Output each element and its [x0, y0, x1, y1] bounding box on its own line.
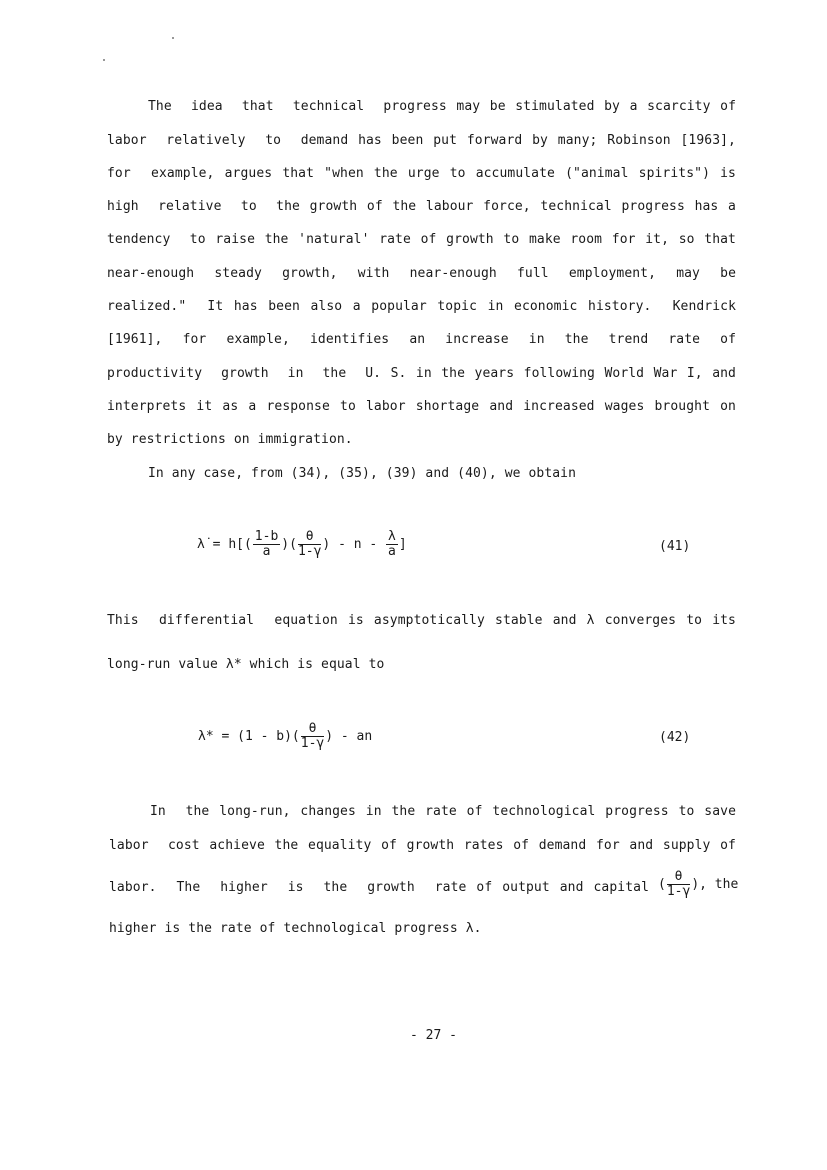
text-line: This differential equation is asymptotically stable and λ converges to its: [107, 613, 736, 628]
text-line: by restrictions on immigration.: [107, 432, 353, 447]
numerator: λ: [388, 529, 396, 544]
text-line: near-enough steady growth, with near-enough full employment, may be: [107, 266, 736, 281]
text-line: labor. The higher is the growth rate of output and capital: [109, 880, 649, 895]
fraction: [386, 530, 398, 559]
denominator: 1-γ: [297, 544, 322, 559]
numerator: θ: [298, 530, 321, 545]
text-line: high relative to the growth of the labour force, technical progress has a: [107, 199, 736, 214]
equation-lhs: λ*: [198, 729, 214, 744]
equation-number: (41): [659, 539, 691, 554]
text-line: The idea that technical progress may be stimulated by a scarcity of: [148, 99, 736, 114]
text-line: productivity growth in the U. S. in the years following World War I, and: [107, 366, 736, 381]
numerator: θ: [301, 722, 324, 737]
equation-42: [198, 722, 372, 751]
text-line: interprets it as a response to labor shortage and increased wages brought on: [107, 399, 736, 414]
text-line: higher is the rate of technological progress λ.: [109, 921, 482, 936]
text-line: labor relatively to demand has been put forward by many; Robinson [1963],: [107, 133, 736, 148]
equation-lhs: λ̇: [197, 537, 205, 552]
numerator: θ: [667, 870, 690, 885]
fraction: [667, 870, 690, 899]
equation-text: h[: [228, 537, 244, 552]
equation-text: - n -: [338, 537, 378, 552]
equation-41: λ̇ = h[( $\frac{1-b}{a}$ )( $\frac{\theta}{1-\gamma}$ ) - n - $\frac{\lambda}{a}$ ]: [197, 529, 407, 559]
equation-text: (1 - b)(: [237, 729, 300, 744]
text-line: realized." It has been also a popular topic in economic history. Kendrick: [107, 299, 736, 314]
denominator: 1-γ: [300, 736, 325, 751]
text-line: In the long-run, changes in the rate of technological progress to save: [150, 804, 736, 819]
denominator: a: [388, 544, 396, 559]
text-line: [1961], for example, identifies an increase in the trend rate of: [107, 332, 736, 347]
denominator: 1-γ: [666, 884, 691, 899]
scan-speck: [103, 59, 105, 61]
fraction: [298, 530, 321, 559]
equals-sign: =: [221, 729, 230, 744]
text-line: labor cost achieve the equality of growth rates of demand for and supply of: [109, 838, 736, 853]
inline-fraction: ( $\frac{\theta}{1-\gamma}$ ), the: [658, 869, 739, 899]
equals-sign: =: [212, 537, 221, 552]
text-line: for example, argues that "when the urge to accumulate ("animal spirits") is: [107, 166, 736, 181]
equation-text: ) - an: [325, 729, 373, 744]
text-line: tendency to raise the 'natural' rate of growth to make room for it, so that: [107, 232, 736, 247]
scan-speck: [172, 37, 174, 39]
paragraph-2: In any case, from (34), (35), (39) and (40), we obtain: [148, 466, 577, 481]
numerator: 1-b: [254, 529, 279, 544]
text-line: long-run value λ* which is equal to: [107, 657, 385, 672]
page-number: - 27 -: [410, 1028, 457, 1043]
equation-number: (42): [659, 730, 691, 745]
equation-text: ]: [398, 537, 407, 552]
denominator: a: [262, 544, 271, 559]
fraction: [253, 530, 280, 559]
fraction: [301, 722, 324, 751]
